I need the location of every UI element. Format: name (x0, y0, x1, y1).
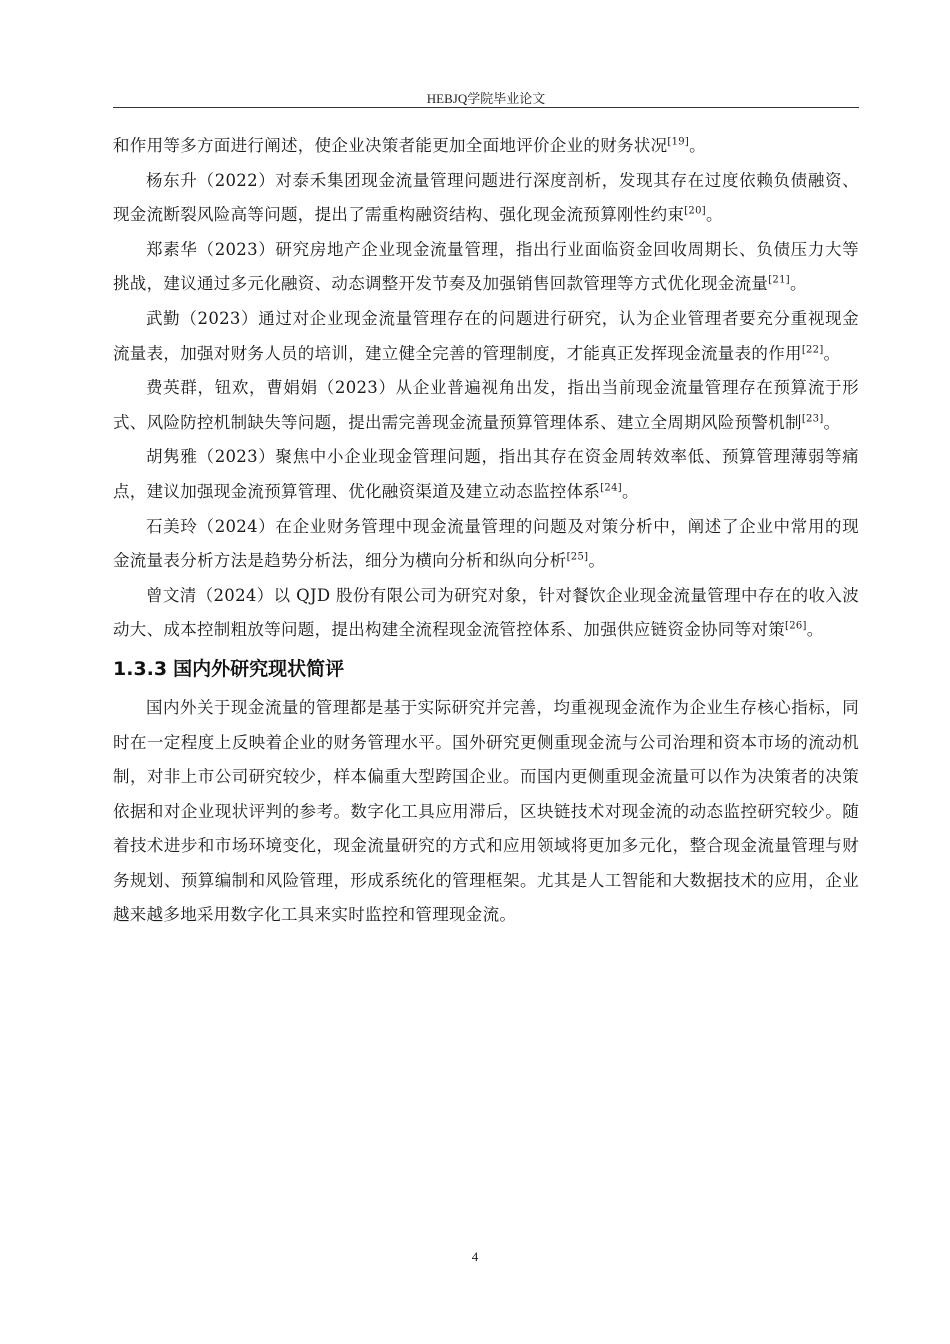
paragraph (113, 440, 859, 509)
paragraph-text: 费英群，钮欢，曹娟娟（2023）从企业普遍视角出发，指出当前现金流量管理存在预算流于形式、风险防控机制缺失等问题，提出需完善现金流量预算管理体系、建立全周期风险预警机制 (113, 378, 859, 432)
paragraph-text: 和作用等多方面进行阐述，使企业决策者能更加全面地评价企业的财务状况 (113, 136, 668, 155)
citation-ref: [22] (801, 344, 824, 356)
paragraph-text: 杨东升（2022）对泰禾集团现金流量管理问题进行深度剖析，发现其存在过度依赖负债融资、现金流断裂风险高等问题，提出了需重构融资结构、强化现金流预算刚性约束 (113, 170, 859, 225)
citation-ref: [19] (667, 136, 690, 148)
paragraph (113, 302, 859, 371)
paragraph (113, 164, 859, 233)
paragraph-tail: 。 (789, 274, 807, 294)
section-number: 1.3.3 (113, 657, 168, 680)
citation-ref: [25] (566, 551, 589, 563)
paragraph (113, 129, 859, 164)
page-number: 4 (471, 1249, 479, 1264)
paragraph-text: 胡隽雅（2023）聚焦中小企业现金管理问题，指出其存在资金周转效率低、预算管理薄弱等痛点，建议加强现金流预算管理、优化融资渠道及建立动态监控体系 (113, 447, 859, 501)
citation-ref: [21] (768, 274, 790, 286)
header-divider (113, 107, 859, 108)
paragraph-tail: 。 (806, 620, 824, 640)
citation-ref: [24] (600, 482, 622, 494)
section-paragraph: 国内外关于现金流量的管理都是基于实际研究并完善，均重视现金流作为企业生存核心指标，同时在一定程度上反映着企业的财务管理水平。国外研究更侧重现金流与公司治理和资本市场的流动机制，对非上市公司研究较少，样本偏重大型跨国企业。而国内更侧重现金流量可以作为决策者的决策依据和对企业现状评判的参考。数字化工具应用滞后，区块链技术对现金流的动态监控研究较少。随着技术进步和市场环境变化，现金流量研究的方式和应用领域将更加多元化，整合现金流量管理与财务规划、预算编制和风险管理，形成系统化的管理框架。尤其是人工智能和大数据技术的应用，企业越来越多地采用数字化工具来实时监控和管理现金流。 (113, 697, 859, 925)
paragraph-tail: 。 (588, 551, 606, 571)
paragraph-tail: 。 (823, 343, 841, 363)
paragraph (113, 233, 859, 302)
citation-ref: [20] (684, 205, 706, 217)
paragraph-tail: 。 (689, 136, 706, 155)
paragraph (113, 579, 859, 648)
section-title: 国内外研究现状简评 (173, 657, 345, 680)
paragraph-text: 石美玲（2024）在企业财务管理中现金流量管理的问题及对策分析中，阐述了企业中常用的现金流量表分析方法是趋势分析法，细分为横向分析和纵向分析 (113, 516, 859, 571)
paragraph (113, 510, 859, 579)
paragraph (113, 371, 859, 440)
citation-ref: [26] (785, 620, 807, 632)
paragraph-text: 武勤（2023）通过对企业现金流量管理存在的问题进行研究，认为企业管理者要充分重视现金流量表，加强对财务人员的培训，建立健全完善的管理制度，才能真正发挥现金流量表的作用 (113, 308, 859, 363)
paragraph-tail: 。 (705, 205, 723, 225)
paragraph-text: 曾文清（2024）以 QJD 股份有限公司为研究对象，针对餐饮企业现金流量管理中存在的收入波动大、成本控制粗放等问题，提出构建全流程现金流管控体系、加强供应链资金协同等对策 (113, 585, 859, 640)
citation-ref: [23] (801, 413, 824, 425)
page-header: HEBJQ学院毕业论文 (426, 91, 546, 106)
paragraph-text: 郑素华（2023）研究房地产企业现金流量管理，指出行业面临资金回收周期长、负债压力大等挑战，建议通过多元化融资、动态调整开发节奏及加强销售回款管理等方式优化现金流量 (113, 239, 859, 294)
section-heading (113, 651, 859, 687)
paragraph-tail: 。 (621, 481, 639, 501)
paragraph-tail: 。 (823, 412, 841, 432)
body-text (113, 129, 859, 933)
